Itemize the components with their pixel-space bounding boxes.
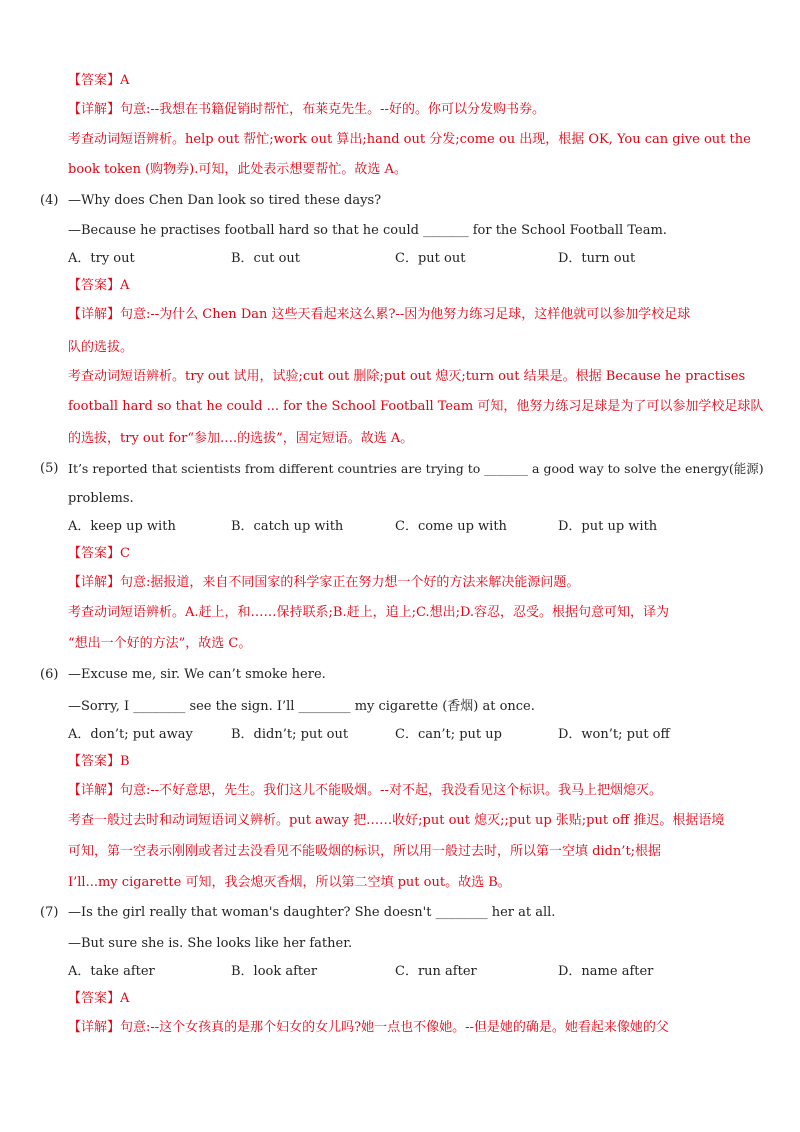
q6-detail: 【详解】句意:--不好意思，先生。我们这儿不能吸烟。--对不起，我没看见这个标识。我马上把烟熄灭。	[68, 783, 662, 798]
q4-option-d: D．turn out	[558, 251, 636, 266]
q7-question-line-1: —Is the girl really that woman's daughter? She doesn't ________ her at all.	[68, 905, 556, 920]
q4-detail-line-2: 队的选拔。	[68, 340, 134, 355]
q6-question-line-1: —Excuse me, sir. We can’t smoke here.	[68, 667, 326, 682]
q3-detail: 【详解】句意:--我想在书籍促销时帮忙，布莱克先生。--好的。你可以分发购书券。	[68, 102, 545, 117]
q5-number: (5)	[40, 461, 59, 476]
q6-question-line-2: —Sorry, I ________ see the sign. I’ll ________ my cigarette (香烟) at once.	[68, 699, 535, 714]
q7-answer: 【答案】A	[68, 991, 130, 1006]
q4-analysis-line-1: 考查动词短语辨析。try out 试用，试验;cut out 删除;put out 熄灭;turn out 结果是。根据 Because he practises	[68, 369, 746, 384]
q4-question-line-2: —Because he practises football hard so that he could _______ for the School Football Team.	[68, 223, 667, 238]
q3-analysis-line-2: book token (购物券).可知，此处表示想要帮忙。故选 A。	[68, 162, 407, 177]
q3-answer: 【答案】A	[68, 73, 130, 88]
q4-analysis-line-3: 的选拔，try out for“参加….的选拔”，固定短语。故选 A。	[68, 431, 414, 446]
q4-option-a: A．try out	[68, 251, 135, 266]
q5-option-b: B．catch up with	[231, 519, 344, 534]
q6-option-a: A．don’t; put away	[68, 727, 193, 742]
q7-option-c: C．run after	[395, 964, 477, 979]
q7-option-b: B．look after	[231, 964, 318, 979]
q6-answer: 【答案】B	[68, 754, 130, 769]
q6-analysis-line-1: 考查一般过去时和动词短语词义辨析。put away 把……收好;put out 熄灭;;put up 张贴;put off 推迟。根据语境	[68, 813, 725, 828]
q4-option-b: B．cut out	[231, 251, 300, 266]
q4-number: (4)	[40, 193, 59, 208]
q5-detail: 【详解】句意:据报道，来自不同国家的科学家正在努力想一个好的方法来解决能源问题。	[68, 575, 580, 590]
q4-analysis-line-2: football hard so that he could ... for the School Football Team 可知，他努力练习足球是为了可以参加学校足球队	[68, 399, 764, 414]
q6-analysis-line-3: I’ll...my cigarette 可知，我会熄灭香烟，所以第二空填 put out。故选 B。	[68, 875, 511, 890]
q6-number: (6)	[40, 667, 59, 682]
q7-option-d: D．name after	[558, 964, 654, 979]
q5-option-d: D．put up with	[558, 519, 658, 534]
q6-option-c: C．can’t; put up	[395, 727, 502, 742]
q4-detail-line-1: 【详解】句意:--为什么 Chen Dan 这些天看起来这么累?--因为他努力练习足球，这样他就可以参加学校足球	[68, 307, 691, 322]
q5-option-a: A．keep up with	[68, 519, 176, 534]
q5-analysis-line-1: 考查动词短语辨析。A.赶上，和……保持联系;B.赶上，追上;C.想出;D.容忍，忍受。根据句意可知，译为	[68, 605, 670, 620]
q7-option-a: A．take after	[68, 964, 155, 979]
q5-answer: 【答案】C	[68, 546, 130, 561]
q7-detail: 【详解】句意:--这个女孩真的是那个妇女的女儿吗?她一点也不像她。--但是她的确是。她看起来像她的父	[68, 1020, 669, 1035]
q5-question-line-2: problems.	[68, 491, 134, 506]
q3-analysis-line-1: 考查动词短语辨析。help out 帮忙;work out 算出;hand out 分发;come ou 出现，根据 OK, You can give out the	[68, 132, 751, 147]
q5-analysis-line-2: “想出一个好的方法”，故选 C。	[68, 636, 252, 651]
q4-answer: 【答案】A	[68, 278, 130, 293]
q5-option-c: C．come up with	[395, 519, 507, 534]
q6-option-b: B．didn’t; put out	[231, 727, 349, 742]
q6-analysis-line-2: 可知，第一空表示刚刚或者过去没看见不能吸烟的标识，所以用一般过去时，所以第一空填 didn’t;根据	[68, 844, 662, 859]
q7-number: (7)	[40, 905, 59, 920]
q5-question-line-1: It’s reported that scientists from different countries are trying to _______ a good way to solve the energy(能源)	[68, 461, 764, 476]
q4-option-c: C．put out	[395, 251, 466, 266]
q4-question-line-1: —Why does Chen Dan look so tired these days?	[68, 193, 382, 208]
q7-question-line-2: —But sure she is. She looks like her father.	[68, 936, 353, 951]
q6-option-d: D．won’t; put off	[558, 727, 670, 742]
